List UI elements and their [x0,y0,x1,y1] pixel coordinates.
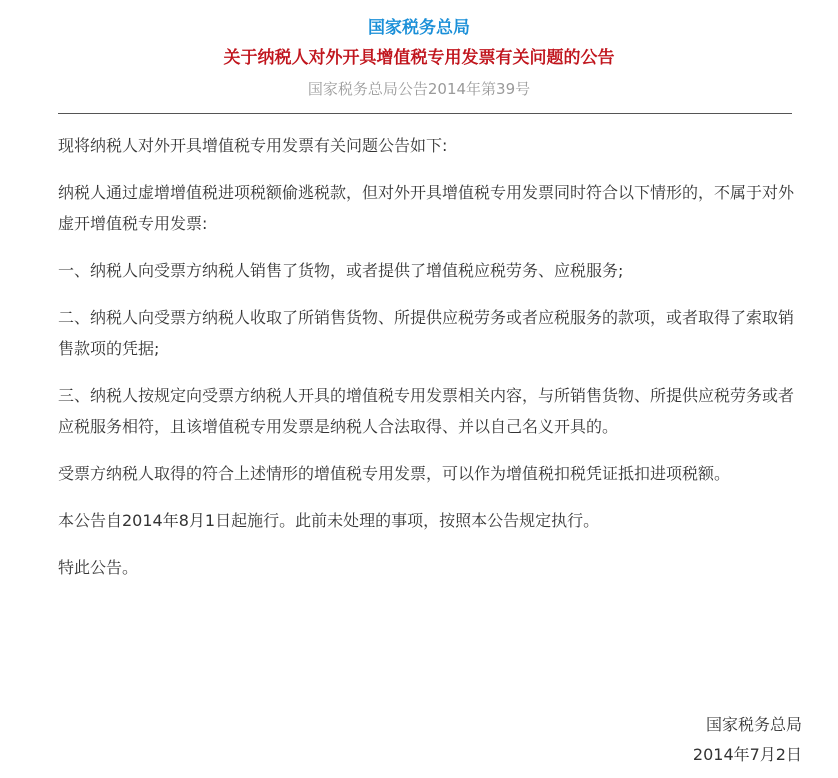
paragraph-closing: 特此公告。 [58,558,139,577]
paragraph-conditions: 纳税人通过虚增增值税进项税额偷逃税款，但对外开具增值税专用发票同时符合以下情形的，不属于对外虚开增值税专用发票: [58,183,795,233]
announcement-body [58,130,796,599]
signature-organization: 国家税务总局 [705,715,802,734]
paragraph-intro: 现将纳税人对外开具增值税专用发票有关问题公告如下: [58,136,448,155]
paragraph-item-2: 二、纳税人向受票方纳税人收取了所销售货物、所提供应税劳务或者应税服务的款项，或者取得了索取销售款项的凭据; [58,308,795,358]
paragraph-deduction: 受票方纳税人取得的符合上述情形的增值税专用发票，可以作为增值税扣税凭证抵扣进项税额。 [58,464,731,483]
paragraph-item-3: 三、纳税人按规定向受票方纳税人开具的增值税专用发票相关内容，与所销售货物、所提供应税劳务或者应税服务相符，且该增值税专用发票是纳税人合法取得、并以自己名义开具的。 [58,386,795,436]
document-number: 国家税务总局公告2014年第39号 [307,80,531,98]
issuing-agency: 国家税务总局 [368,18,470,38]
announcement-title: 关于纳税人对外开具增值税专用发票有关问题的公告 [223,48,615,68]
paragraph-effective-date: 本公告自2014年8月1日起施行。此前未处理的事项，按照本公告规定执行。 [58,511,600,530]
header-divider [58,113,792,114]
signature-date: 2014年7月2日 [692,745,802,764]
paragraph-item-1: 一、纳税人向受票方纳税人销售了货物，或者提供了增值税应税劳务、应税服务; [58,261,624,280]
